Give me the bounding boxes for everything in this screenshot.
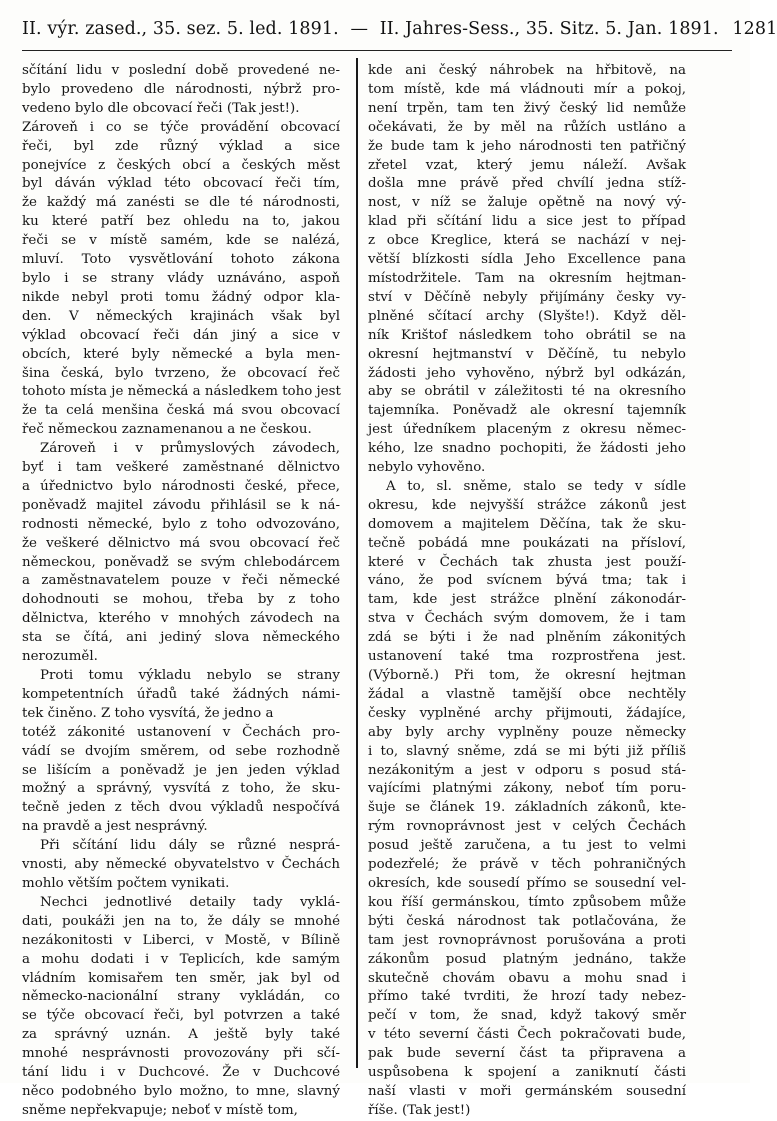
text-line: že veškeré dělnictvo má svou obcovací řeč xyxy=(22,535,340,551)
text-line: mohlo větším počtem vynikati. xyxy=(22,875,230,891)
text-line: žádosti jeho vyhověno, nýbrž byl odkázán, xyxy=(368,365,686,381)
text-line: došla mne právě před chvílí jedna stíž- xyxy=(368,176,686,192)
text-line: rodnosti německé, bylo z toho odvozováno, xyxy=(22,516,340,532)
text-line: tečně pobádá mne poukázati na přísloví, xyxy=(368,535,686,551)
text-line: sta se čítá, ani jediný slova německého xyxy=(22,630,340,646)
text-line: bylo i se strany vlády uznáváno, aspoň xyxy=(22,270,340,286)
text-line: a zaměstnavatelem pouze v řeči německé xyxy=(22,573,340,589)
text-line: není trpěn, tam ten živý český lid nemůže xyxy=(368,100,686,116)
text-line: řeči, byl zde různý výklad a sice xyxy=(22,138,340,154)
text-line: (Výborně.) Při tom, že okresní hejtman xyxy=(368,668,686,683)
text-line: vnosti, aby německé obyvatelstvo v Čechách xyxy=(22,857,340,873)
text-line: německo-nacionální strany vykládán, co xyxy=(22,989,340,1005)
right-column xyxy=(368,62,686,1118)
text-line: sčítání lidu v poslední době provedené ne- xyxy=(22,63,340,78)
text-line: řeči se v místě samém, kde se nalézá, xyxy=(22,233,340,249)
text-line: kého, lze snadno pochopiti, že žádosti jeho xyxy=(368,441,686,457)
text-line: tečně jeden z těch dvou výkladů nespočívá xyxy=(22,800,340,816)
text-line: ku které patří bez ohledu na to, jakou xyxy=(22,214,340,230)
text-line: šina česká, bylo tvrzeno, že obcovací řeč xyxy=(22,365,340,381)
text-line: ustanovení také tma rozprostřena jest. xyxy=(368,649,686,665)
text-line: totéž zákonité ustanovení v Čechách pro- xyxy=(22,724,340,740)
text-line: a mohu dodati i v Teplicích, kde samým xyxy=(22,951,340,967)
text-line: bylo provedeno dle národnosti, nýbrž pro- xyxy=(22,81,340,97)
text-line: mnohé nesprávnosti provozovány při sčí- xyxy=(22,1046,340,1062)
text-line: aby byly archy vyplněny pouze německy xyxy=(368,724,686,740)
text-line: se týče obcovací řeči, byl potvrzen a také xyxy=(22,1008,340,1024)
text-line: kompetentních úřadů také žádných námi- xyxy=(22,686,340,702)
text-line: že ta celá menšina česká má svou obcovací xyxy=(22,403,340,419)
text-line: vajícími platnými zákony, neboť tím poru- xyxy=(368,781,686,797)
text-line: vádí se dvojím směrem, od sebe rozhodně xyxy=(22,743,340,759)
text-line: jest úředníkem placeným z okresu němec- xyxy=(368,422,686,438)
text-line: výklad obcovací řeči dán jiný a sice v xyxy=(22,327,340,343)
text-line: německou, poněvadž se svým chlebodárcem xyxy=(22,554,340,570)
text-line: posud ještě zaručena, a tu jest to velmi xyxy=(368,838,686,854)
text-line: tam jest rovnoprávnost porušována a proti xyxy=(368,932,686,948)
text-line: šuje se článek 19. základních zákonů, kte- xyxy=(368,800,686,816)
text-line: okresu, kde nejvyšší strážce zákonů jest xyxy=(368,497,686,513)
text-line: nost, v níž se žaluje opětně na nový vý- xyxy=(368,195,686,211)
text-line: tek činěno. Z toho vysvítá, že jedno a xyxy=(22,705,274,721)
text-line: na pravdě a jest nesprávný. xyxy=(22,819,208,835)
text-line: domovem a majitelem Děčína, tak že sku- xyxy=(368,516,686,532)
text-line: a úřednictvo bylo národnosti české, přece, xyxy=(22,478,340,494)
text-line: říše. (Tak jest!) xyxy=(368,1102,471,1118)
text-line: vládním komisařem ten směr, jak byl od xyxy=(22,970,340,986)
page-header xyxy=(22,14,777,51)
text-line: tohoto místa je německá a následkem toho jest xyxy=(22,384,341,400)
text-line: nikde nebyl proti tomu žádný odpor kla- xyxy=(22,289,340,305)
text-line: Zároveň i co se týče provádění obcovací xyxy=(22,119,340,135)
text-line: váno, že pod svícnem bývá tma; tak i xyxy=(368,573,686,589)
text-line: očekávati, že by měl na růžích ustláno a xyxy=(368,119,686,135)
text-line: mluví. Toto vysvětlování tohoto zákona xyxy=(22,252,340,268)
text-line: i to, slavný sněme, zdá se mi býti již příliš xyxy=(368,743,686,759)
text-line: se lišícím a poněvadž je jen jeden výklad xyxy=(22,762,340,778)
text-line: dati, poukáži jen na to, že dály se mnohé xyxy=(22,913,340,929)
text-line: řeč německou zaznamenanou a ne českou. xyxy=(22,422,312,438)
text-line: dělnictva, kterého v mnohých závodech na xyxy=(22,611,340,627)
header-czech: II. výr. zased., 35. sez. 5. led. 1891. xyxy=(22,19,339,39)
text-line: v této severní části Čech pokračovati bude, xyxy=(368,1027,686,1043)
text-line: okresích, kde sousedí přímo se sousední vel- xyxy=(368,875,686,891)
header-german: II. Jahres-Sess., 35. Sitz. 5. Jan. 1891. xyxy=(379,19,719,39)
text-line: nebylo vyhověno. xyxy=(368,460,486,476)
text-line: ství v Děčíně nebyly přijímány česky vy- xyxy=(368,289,686,305)
text-line: zdá se býti i že nad plněním zákonitých xyxy=(368,630,686,646)
text-line: žádal a vlastně tamější obce nechtěly xyxy=(368,686,686,702)
text-line: dohodnouti se mohou, třeba by z toho xyxy=(22,592,340,608)
text-line: česky vyplněné archy přijmouti, žádajíce, xyxy=(368,705,686,721)
text-line: aby se obrátil v záležitosti té na okresního xyxy=(368,384,686,400)
text-line: tajemníka. Poněvadž ale okresní tajemník xyxy=(368,403,686,419)
text-line: že každý má zanésti se dle té národnosti, xyxy=(22,195,340,211)
text-line: plněné sčítací archy (Slyšte!). Když děl- xyxy=(368,308,686,324)
text-line: Proti tomu výkladu nebylo se strany xyxy=(40,668,340,683)
text-line: obcích, které byly německé a byla men- xyxy=(22,346,340,362)
text-line: něco podobného bylo možno, to mne, slavný xyxy=(22,1083,340,1099)
text-line: býti česká národnost tak potlačována, že xyxy=(368,913,686,929)
text-line: možný a správný, vysvítá z toho, že sku- xyxy=(22,781,340,797)
text-line: nerozuměl. xyxy=(22,649,98,665)
text-line: klad při sčítání lidu a sice jest to případ xyxy=(368,214,686,230)
text-line: uspůsobena k spojení a zaniknutí části xyxy=(368,1065,686,1081)
text-line: místodržitele. Tam na okresním hejtman- xyxy=(368,270,686,286)
text-line: den. V německých krajinách však byl xyxy=(22,308,340,324)
text-line: A to, sl. sněme, stalo se tedy v sídle xyxy=(386,478,686,494)
text-line: ponejvíce z českých obcí a českých měst xyxy=(22,157,340,173)
text-line: Při sčítání lidu dály se různé nesprá- xyxy=(40,838,340,854)
text-line: Nechci jednotlivé detaily tady vyklá- xyxy=(40,894,340,910)
text-line: zřetel vzat, který jemu náleží. Avšak xyxy=(368,157,686,173)
text-line: kde ani český náhrobek na hřbitově, na xyxy=(368,63,686,78)
text-line: tom místě, kde má vládnouti mír a pokoj, xyxy=(368,81,686,97)
text-line: nezákonitosti v Liberci, v Mostě, v Bílině xyxy=(22,932,340,948)
text-line: větší blízkosti sídla Jeho Excellence pana xyxy=(368,252,686,268)
text-line: zákonům posud platným jednáno, takže xyxy=(368,951,686,967)
text-line: přímo také tvrditi, že hrozí tady nebez- xyxy=(368,989,686,1005)
text-line: naší vlasti v moři germánském sousední xyxy=(368,1083,686,1099)
text-line: Zároveň i v průmyslových závodech, xyxy=(40,441,340,457)
text-line: stva v Čechách svým domovem, že i tam xyxy=(368,611,686,627)
text-line: pak bude severní část ta připravena a xyxy=(368,1046,686,1062)
column-divider xyxy=(356,58,358,1068)
page-number: 1281 xyxy=(732,19,777,39)
text-line: byť i tam veškeré zaměstnané dělnictvo xyxy=(22,460,340,476)
text-line: pečí v tom, že snad, když takový směr xyxy=(368,1008,686,1024)
text-line: tání lidu i v Duchcové. Že v Duchcové xyxy=(22,1065,340,1081)
text-line: nezákonitým a jest v odporu s posud stá- xyxy=(368,762,686,778)
text-line: rým rovnoprávnost jest v celých Čechách xyxy=(368,819,686,835)
text-line: tam, kde jest strážce plnění zákonodár- xyxy=(368,592,686,608)
text-line: které v Čechách tak zhusta jest použí- xyxy=(368,554,686,570)
text-line: poněvadž majitel závodu přihlásil se k ná- xyxy=(22,497,340,513)
text-line: z obce Kreglice, která se nachází v nej- xyxy=(368,233,686,249)
header-separator: — xyxy=(350,19,369,39)
text-line: ník Krištof následkem toho obrátil se na xyxy=(368,327,686,343)
left-column xyxy=(22,62,341,1118)
text-line: okresní hejtmanství v Děčíně, tu nebylo xyxy=(368,346,686,362)
text-line: skutečně chovám obavu a mohu snad i xyxy=(368,970,686,986)
text-line: podezřelé; že právě v těch pohraničných xyxy=(368,857,686,873)
text-line: vedeno bylo dle obcovací řeči (Tak jest!). xyxy=(22,100,300,116)
text-line: sněme nepřekvapuje; neboť v místě tom, xyxy=(22,1102,298,1118)
text-line: kou říší germánskou, tímto způsobem může xyxy=(368,894,686,910)
text-line: že bude tam k jeho národnosti ten patřičný xyxy=(368,138,686,154)
text-line: byl dáván výklad této obcovací řeči tím, xyxy=(22,176,340,192)
text-line: za správný uznán. A ještě byly také xyxy=(22,1027,340,1043)
